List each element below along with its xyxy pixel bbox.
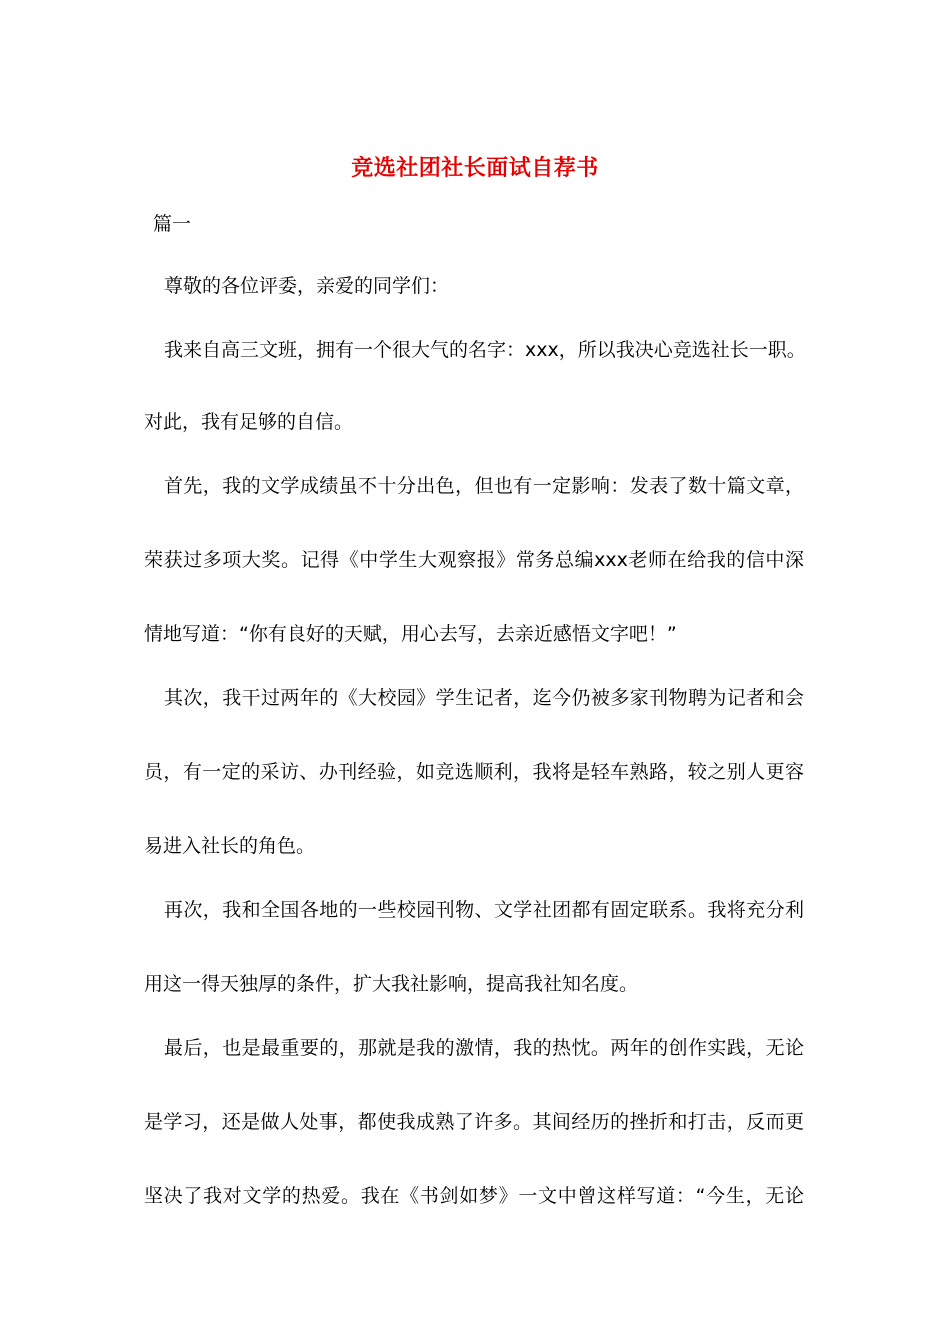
paragraph-line: 尊敬的各位评委，亲爱的同学们： (164, 275, 450, 297)
document-title: 竞选社团社长面试自荐书 (351, 156, 599, 181)
paragraph-line: 坚决了我对文学的热爱。我在《书剑如梦》一文中曾这样写道：“今生，无论 (144, 1185, 804, 1207)
paragraph-line: 对此，我有足够的自信。 (144, 411, 354, 433)
paragraph-line: 易进入社长的角色。 (144, 835, 316, 857)
paragraph-line: 首先，我的文学成绩虽不十分出色，但也有一定影响：发表了数十篇文章， (164, 475, 804, 497)
section-heading: 篇一 (153, 213, 192, 235)
paragraph-line: 用这一得天独厚的条件，扩大我社影响，提高我社知名度。 (144, 973, 639, 995)
paragraph-line: 我来自高三文班，拥有一个很大气的名字：xxx，所以我决心竞选社长一职。 (164, 339, 806, 361)
paragraph-line: 是学习，还是做人处事，都使我成熟了许多。其间经历的挫折和打击，反而更 (144, 1111, 804, 1133)
paragraph-line: 最后，也是最重要的，那就是我的激情，我的热忱。两年的创作实践，无论 (164, 1037, 804, 1059)
paragraph-line: 再次，我和全国各地的一些校园刊物、文学社团都有固定联系。我将充分利 (164, 899, 804, 921)
paragraph-line: 其次，我干过两年的《大校园》学生记者，迄今仍被多家刊物聘为记者和会 (164, 687, 804, 709)
paragraph-line: 员，有一定的采访、办刊经验，如竞选顺利，我将是轻车熟路，较之别人更容 (144, 761, 804, 783)
paragraph-line: 荣获过多项大奖。记得《中学生大观察报》常务总编xxx老师在给我的信中深 (144, 549, 804, 571)
paragraph-line: 情地写道：“你有良好的天赋，用心去写，去亲近感悟文字吧！” (144, 623, 677, 645)
